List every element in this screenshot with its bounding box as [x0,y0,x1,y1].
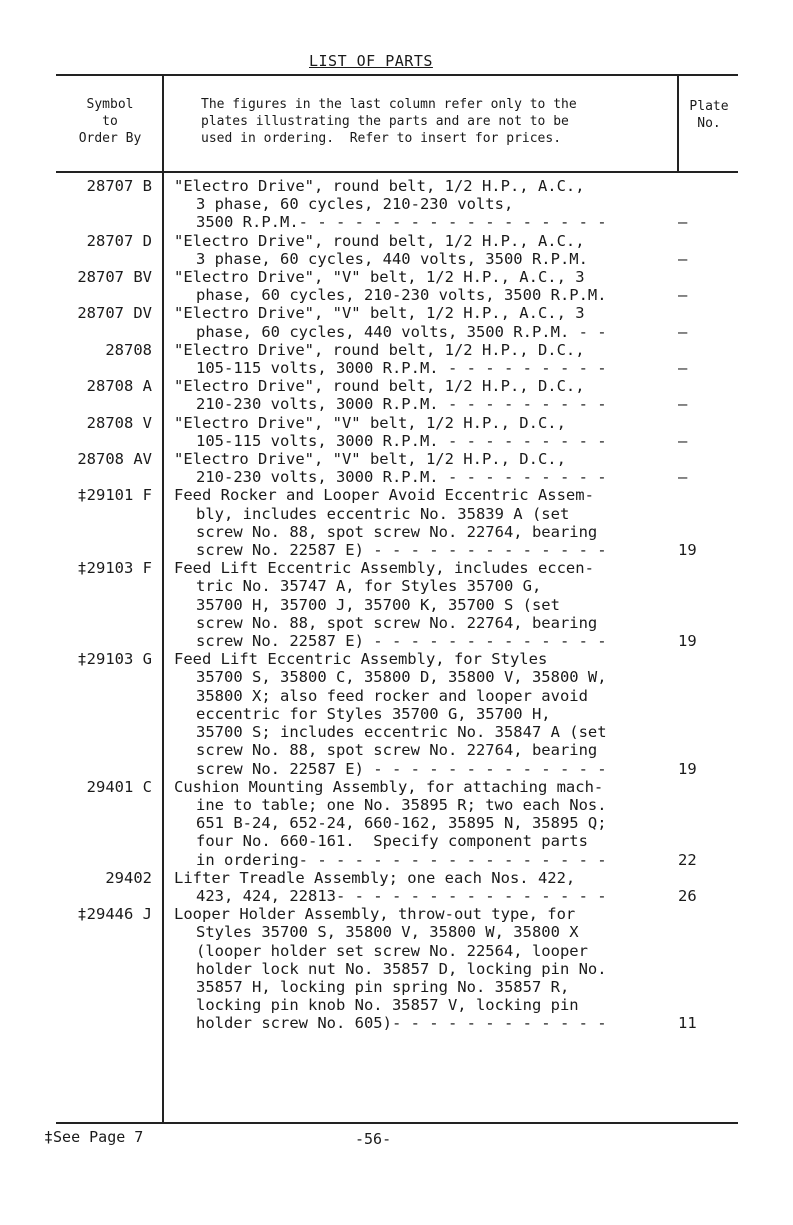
part-description [154,869,674,905]
description-line: Looper Holder Assembly, throw-out type, for [174,905,576,924]
table-row [56,778,738,869]
description-line: 651 B-24, 652-24, 660-162, 35895 N, 35895 Q; [196,814,607,833]
plate-number-cell [674,869,738,905]
description-line: bly, includes eccentric No. 35839 A (set [196,504,570,523]
header-plate [680,98,738,132]
description-line: four No. 660-161. Specify component parts [196,832,588,851]
description-line: Feed Lift Eccentric Assembly, includes eccen- [174,559,594,578]
header-symbol-line: to [102,114,118,129]
part-description [154,268,674,304]
description-line: Feed Rocker and Looper Avoid Eccentric Assem- [174,486,594,505]
part-symbol: 28708 [105,340,152,359]
description-line: Feed Lift Eccentric Assembly, for Styles [174,650,548,669]
description-line: 35700 H, 35700 J, 35700 K, 35700 S (set [196,595,560,614]
plate-number: 19 [678,759,697,778]
plate-number: — [678,468,688,487]
part-description [154,486,674,559]
part-symbol: ‡29103 F [77,559,152,578]
table-row [56,414,738,450]
part-description [154,450,674,486]
table-row [56,559,738,650]
table-row [56,905,738,1032]
part-symbol: 28707 BV [77,268,152,287]
plate-number-cell [674,268,738,304]
description-line: 423, 424, 22813- - - - - - - - - - - - - - - [196,886,607,905]
plate-number-cell [674,486,738,559]
description-line: holder screw No. 605)- - - - - - - - - - - - [196,1014,607,1033]
part-symbol: 29402 [105,868,152,887]
description-line: eccentric for Styles 35700 G, 35700 H, [196,704,551,723]
header-symbol-line: Symbol [86,97,134,112]
table-top-rule [56,74,738,76]
column-divider-right [677,74,679,172]
plate-number-cell [674,414,738,450]
description-line: "Electro Drive", "V" belt, 1/2 H.P., A.C., 3 [174,268,585,287]
description-line: locking pin knob No. 35857 V, locking pin [196,996,579,1015]
table-bottom-rule [56,1122,738,1124]
plate-number: — [678,322,688,341]
part-symbol: ‡29103 G [77,650,152,669]
part-description [154,232,674,268]
header-description [168,96,673,147]
plate-number-cell [674,778,738,869]
plate-number: 19 [678,632,697,651]
description-line: Lifter Treadle Assembly; one each Nos. 422, [174,868,576,887]
description-line: 35857 H, locking pin spring No. 35857 R, [196,977,570,996]
plate-number-cell [674,304,738,340]
description-line: screw No. 88, spot screw No. 22764, bearing [196,741,598,760]
page-number: -56- [355,1130,392,1148]
description-line: "Electro Drive", "V" belt, 1/2 H.P., A.C., 3 [174,304,585,323]
plate-number-cell [674,377,738,413]
parts-list [56,177,738,1033]
description-line: "Electro Drive", round belt, 1/2 H.P., D.C., [174,340,585,359]
table-row [56,377,738,413]
description-line: 35700 S; includes eccentric No. 35847 A (set [196,723,607,742]
part-description [154,304,674,340]
description-line: "Electro Drive", "V" belt, 1/2 H.P., D.C., [174,450,566,469]
table-row [56,650,738,777]
header-description-line: The figures in the last column refer only to the [201,97,577,112]
header-symbol-line: Order By [78,131,142,146]
description-line: (looper holder set screw No. 22564, looper [196,941,588,960]
page-title: LIST OF PARTS [309,52,433,70]
description-line: in ordering- - - - - - - - - - - - - - - - - [196,850,607,869]
table-row [56,232,738,268]
description-line: 105-115 volts, 3000 R.P.M. - - - - - - - - - [196,431,607,450]
description-line: screw No. 88, spot screw No. 22764, bearing [196,613,598,632]
part-symbol: 28708 V [86,413,152,432]
header-rule [56,171,738,173]
plate-number: 19 [678,541,697,560]
part-description [154,650,674,777]
plate-number-cell [674,905,738,1032]
header-description-line: used in ordering. Refer to insert for prices. [201,131,562,146]
description-line: Styles 35700 S, 35800 V, 35800 W, 35800 X [196,923,579,942]
description-line: 210-230 volts, 3000 R.P.M. - - - - - - - - - [196,395,607,414]
description-line: 35700 S, 35800 C, 35800 D, 35800 V, 35800 W, [196,668,607,687]
description-line: 3 phase, 60 cycles, 440 volts, 3500 R.P.M. [196,249,588,268]
part-symbol: 28707 D [86,231,152,250]
description-line: holder lock nut No. 35857 D, locking pin No. [196,959,607,978]
part-symbol: 28707 B [86,177,152,195]
part-symbol: ‡29101 F [77,486,152,505]
part-description [154,341,674,377]
plate-number: — [678,213,688,232]
description-line: "Electro Drive", round belt, 1/2 H.P., A.C., [174,177,585,195]
plate-number-cell [674,232,738,268]
description-line: "Electro Drive", "V" belt, 1/2 H.P., D.C., [174,413,566,432]
table-row [56,177,738,232]
header-plate-line: No. [697,116,721,131]
table-row [56,304,738,340]
part-description [154,778,674,869]
part-description [154,377,674,413]
table-row [56,869,738,905]
header-description-line: plates illustrating the parts and are not to be [201,114,569,129]
part-description [154,905,674,1032]
description-line: screw No. 22587 E) - - - - - - - - - - - - - [196,759,607,778]
description-line: screw No. 88, spot screw No. 22764, bearing [196,522,598,541]
description-line: 210-230 volts, 3000 R.P.M. - - - - - - - - - [196,468,607,487]
table-row [56,268,738,304]
description-line: tric No. 35747 A, for Styles 35700 G, [196,577,542,596]
plate-number-cell [674,650,738,777]
table-row [56,486,738,559]
footnote: ‡See Page 7 [44,1128,144,1146]
plate-number: 22 [678,850,697,869]
table-row [56,341,738,377]
description-line: "Electro Drive", round belt, 1/2 H.P., D.C., [174,377,585,396]
part-description [154,177,674,232]
description-line: 105-115 volts, 3000 R.P.M. - - - - - - - - - [196,359,607,378]
plate-number-cell [674,341,738,377]
plate-number: — [678,249,688,268]
description-line: ine to table; one No. 35895 R; two each Nos. [196,795,607,814]
description-line: phase, 60 cycles, 210-230 volts, 3500 R.P.M. [196,286,607,305]
plate-number: 11 [678,1014,697,1033]
header-symbol [60,96,160,147]
plate-number-cell [674,177,738,232]
description-line: phase, 60 cycles, 440 volts, 3500 R.P.M. - - [196,322,607,341]
description-line: "Electro Drive", round belt, 1/2 H.P., A.C., [174,231,585,250]
description-line: screw No. 22587 E) - - - - - - - - - - - - - [196,632,607,651]
part-description [154,414,674,450]
part-symbol: 29401 C [86,777,152,796]
description-line: 3 phase, 60 cycles, 210-230 volts, [196,195,514,214]
part-symbol: ‡29446 J [77,905,152,924]
part-symbol: 28707 DV [77,304,152,323]
part-description [154,559,674,650]
description-line: 3500 R.P.M.- - - - - - - - - - - - - - - - - [196,213,607,232]
plate-number-cell [674,559,738,650]
description-line: screw No. 22587 E) - - - - - - - - - - - - - [196,541,607,560]
header-plate-line: Plate [689,99,729,114]
plate-number: — [678,359,688,378]
plate-number: — [678,431,688,450]
plate-number: — [678,286,688,305]
table-row [56,450,738,486]
plate-number: — [678,395,688,414]
plate-number: 26 [678,886,697,905]
part-symbol: 28708 A [86,377,152,396]
description-line: 35800 X; also feed rocker and looper avoid [196,686,588,705]
part-symbol: 28708 AV [77,450,152,469]
description-line: Cushion Mounting Assembly, for attaching mach- [174,777,604,796]
plate-number-cell [674,450,738,486]
